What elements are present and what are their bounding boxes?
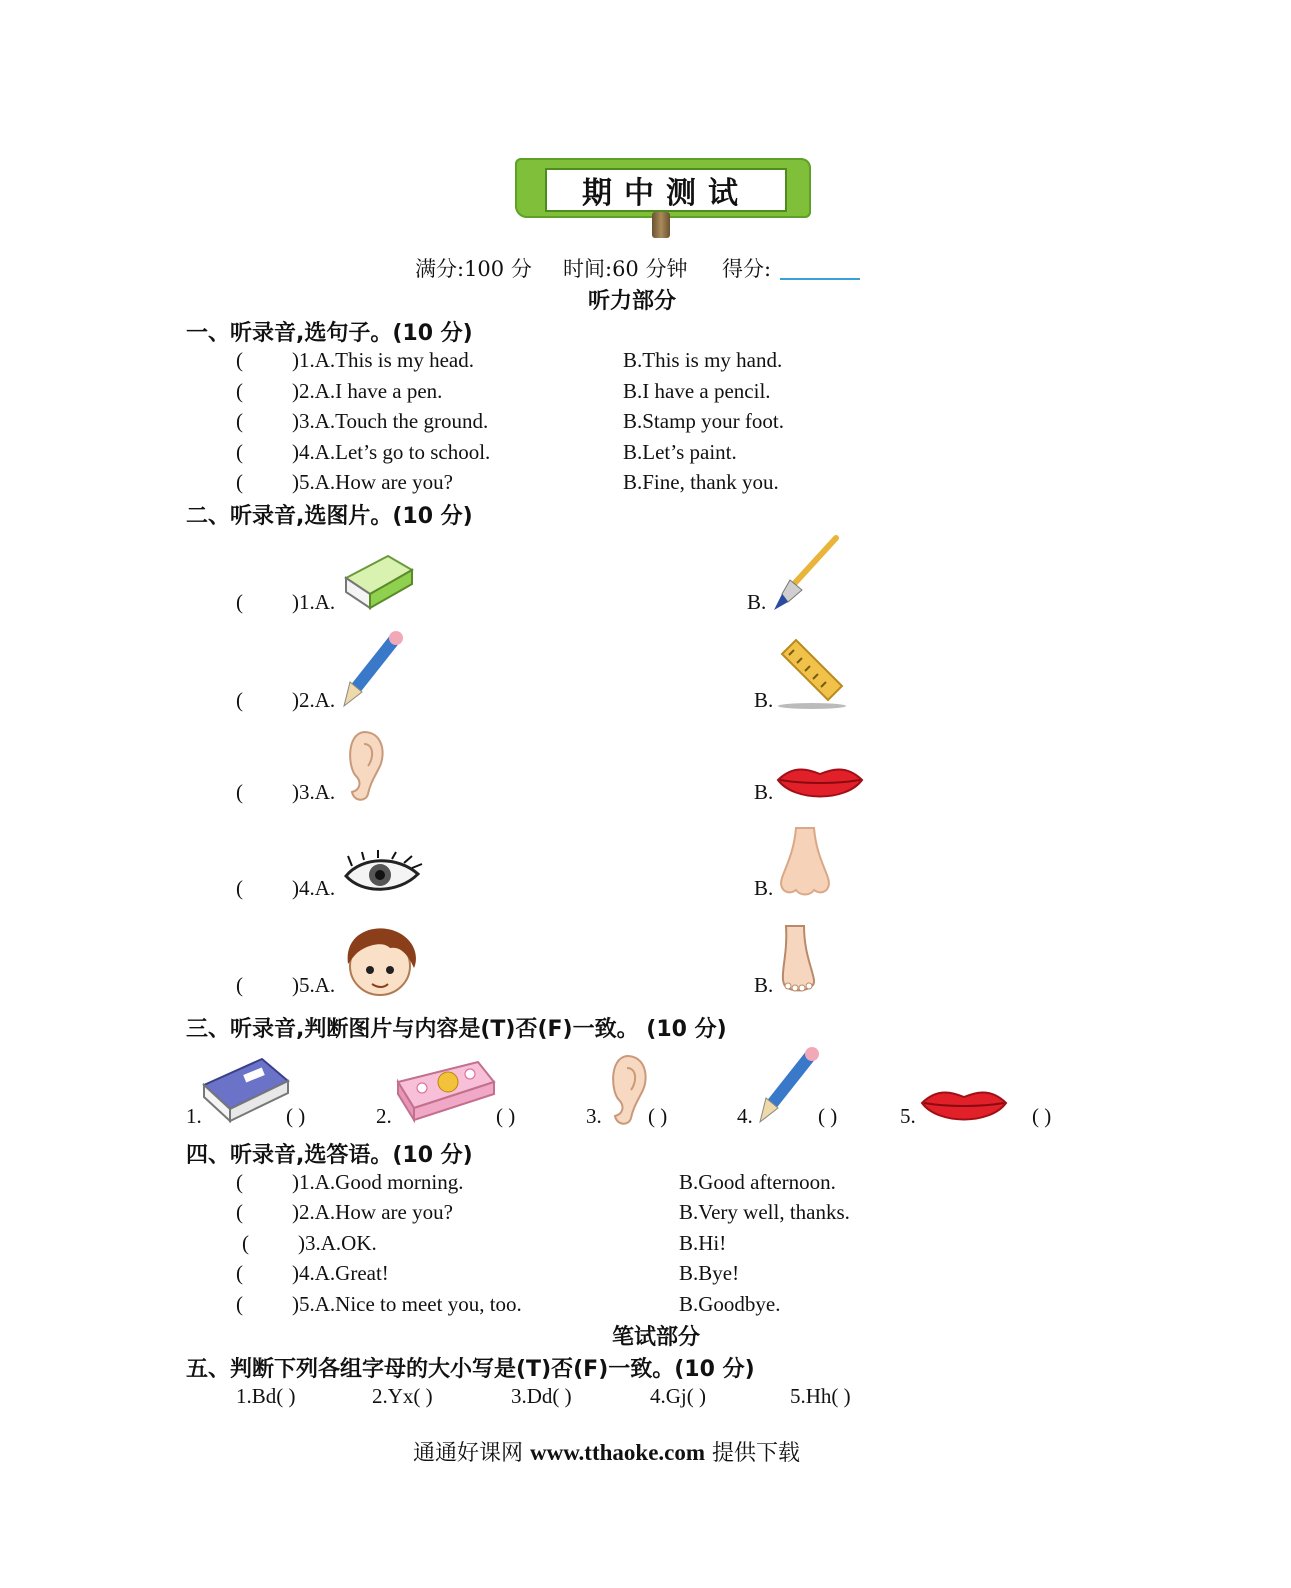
book-icon: [200, 1055, 290, 1125]
section3-title: 三、听录音,判断图片与内容是(T)否(F)一致。 (10 分): [186, 1017, 727, 1042]
eraser-icon: [340, 548, 416, 610]
footer-post: 提供下载: [705, 1441, 801, 1466]
answer-blank[interactable]: ( ): [1032, 1104, 1052, 1128]
page-title: 期中测试: [582, 176, 750, 211]
option-b: B.Bye!: [679, 1261, 740, 1285]
option-b: B.Good afternoon.: [679, 1170, 836, 1194]
section2-title: 二、听录音,选图片。(10 分): [186, 504, 473, 529]
pencil-case-icon: [394, 1058, 498, 1124]
item-number: 5.: [900, 1104, 916, 1128]
item-number: 3.: [586, 1104, 602, 1128]
option-b: B.Stamp your foot.: [623, 409, 784, 433]
eye-icon: [342, 850, 424, 898]
option-a: )2.A.I have a pen.: [292, 379, 443, 403]
option-a: )3.A.Touch the ground.: [292, 409, 489, 433]
answer-paren[interactable]: (: [236, 1292, 243, 1316]
letter-pair-item[interactable]: 1.Bd( ): [236, 1384, 296, 1408]
mouth-icon: [774, 762, 866, 806]
option-a: )1.A.This is my head.: [292, 348, 474, 372]
option-b: B.Fine, thank you.: [623, 470, 779, 494]
title-banner: [515, 158, 811, 218]
pencil-icon: [756, 1046, 822, 1124]
ruler-icon: [776, 636, 848, 712]
answer-blank[interactable]: ( ): [818, 1104, 838, 1128]
option-b: B.: [754, 973, 774, 997]
answer-blank[interactable]: ( ): [286, 1104, 306, 1128]
option-a: )2.A.: [292, 688, 336, 712]
nose-icon: [776, 826, 834, 898]
answer-paren[interactable]: (: [236, 409, 243, 433]
score-label: 得分:: [722, 257, 772, 281]
banner-stick: [652, 212, 670, 238]
option-a: )2.A.How are you?: [292, 1200, 453, 1224]
item-number: 1.: [186, 1104, 202, 1128]
section1-title: 一、听录音,选句子。(10 分): [186, 321, 473, 346]
foot-icon: [778, 924, 820, 998]
option-b: B.Hi!: [679, 1231, 727, 1255]
footer: [413, 1436, 800, 1467]
answer-paren[interactable]: (: [236, 1170, 243, 1194]
answer-paren[interactable]: (: [236, 1261, 243, 1285]
footer-pre: 通通好课网: [413, 1441, 530, 1466]
option-b: B.This is my hand.: [623, 348, 783, 372]
footer-site[interactable]: www.tthaoke.com: [530, 1440, 706, 1465]
option-b: B.: [747, 590, 767, 614]
option-b: B.: [754, 780, 774, 804]
full-score: 满分:100 分: [415, 257, 532, 281]
answer-paren[interactable]: (: [236, 688, 243, 712]
answer-blank[interactable]: ( ): [496, 1104, 516, 1128]
letter-pair-item[interactable]: 2.Yx( ): [372, 1384, 433, 1408]
face-icon: [342, 924, 420, 998]
ear-icon: [340, 728, 388, 804]
option-a: )5.A.Nice to meet you, too.: [292, 1292, 522, 1316]
answer-paren[interactable]: (: [236, 379, 243, 403]
option-a: )5.A.How are you?: [292, 470, 453, 494]
section5-title: 五、判断下列各组字母的大小写是(T)否(F)一致。(10 分): [186, 1357, 755, 1382]
letter-pair-item[interactable]: 4.Gj( ): [650, 1384, 706, 1408]
option-a: )1.A.Good morning.: [292, 1170, 464, 1194]
section4-title: 四、听录音,选答语。(10 分): [186, 1143, 473, 1168]
score-blank[interactable]: [780, 278, 860, 280]
written-header: 笔试部分: [612, 1325, 701, 1350]
listening-header: 听力部分: [588, 289, 677, 314]
answer-paren[interactable]: (: [242, 1231, 249, 1255]
answer-blank[interactable]: ( ): [648, 1104, 668, 1128]
letter-pair-item[interactable]: 5.Hh( ): [790, 1384, 851, 1408]
option-b: B.: [754, 688, 774, 712]
option-a: )5.A.: [292, 973, 336, 997]
option-a: )3.A.OK.: [298, 1231, 377, 1255]
option-a: )3.A.: [292, 780, 336, 804]
time-limit: 时间:60 分钟: [563, 257, 688, 281]
answer-paren[interactable]: (: [236, 876, 243, 900]
item-number: 4.: [737, 1104, 753, 1128]
answer-paren[interactable]: (: [236, 348, 243, 372]
option-b: B.: [754, 876, 774, 900]
paintbrush-icon: [768, 532, 844, 612]
option-a: )4.A.Great!: [292, 1261, 389, 1285]
ear-icon: [603, 1052, 651, 1128]
item-number: 2.: [376, 1104, 392, 1128]
option-a: )1.A.: [292, 590, 336, 614]
pencil-icon: [340, 630, 406, 708]
answer-paren[interactable]: (: [236, 780, 243, 804]
answer-paren[interactable]: (: [236, 440, 243, 464]
option-b: B.Let’s paint.: [623, 440, 737, 464]
answer-paren[interactable]: (: [236, 1200, 243, 1224]
option-b: B.Very well, thanks.: [679, 1200, 850, 1224]
answer-paren[interactable]: (: [236, 470, 243, 494]
answer-paren[interactable]: (: [236, 590, 243, 614]
option-b: B.I have a pencil.: [623, 379, 771, 403]
answer-paren[interactable]: (: [236, 973, 243, 997]
option-b: B.Goodbye.: [679, 1292, 781, 1316]
option-a: )4.A.: [292, 876, 336, 900]
letter-pair-item[interactable]: 3.Dd( ): [511, 1384, 572, 1408]
title-box: [545, 168, 787, 212]
mouth-icon: [918, 1085, 1010, 1129]
option-a: )4.A.Let’s go to school.: [292, 440, 491, 464]
